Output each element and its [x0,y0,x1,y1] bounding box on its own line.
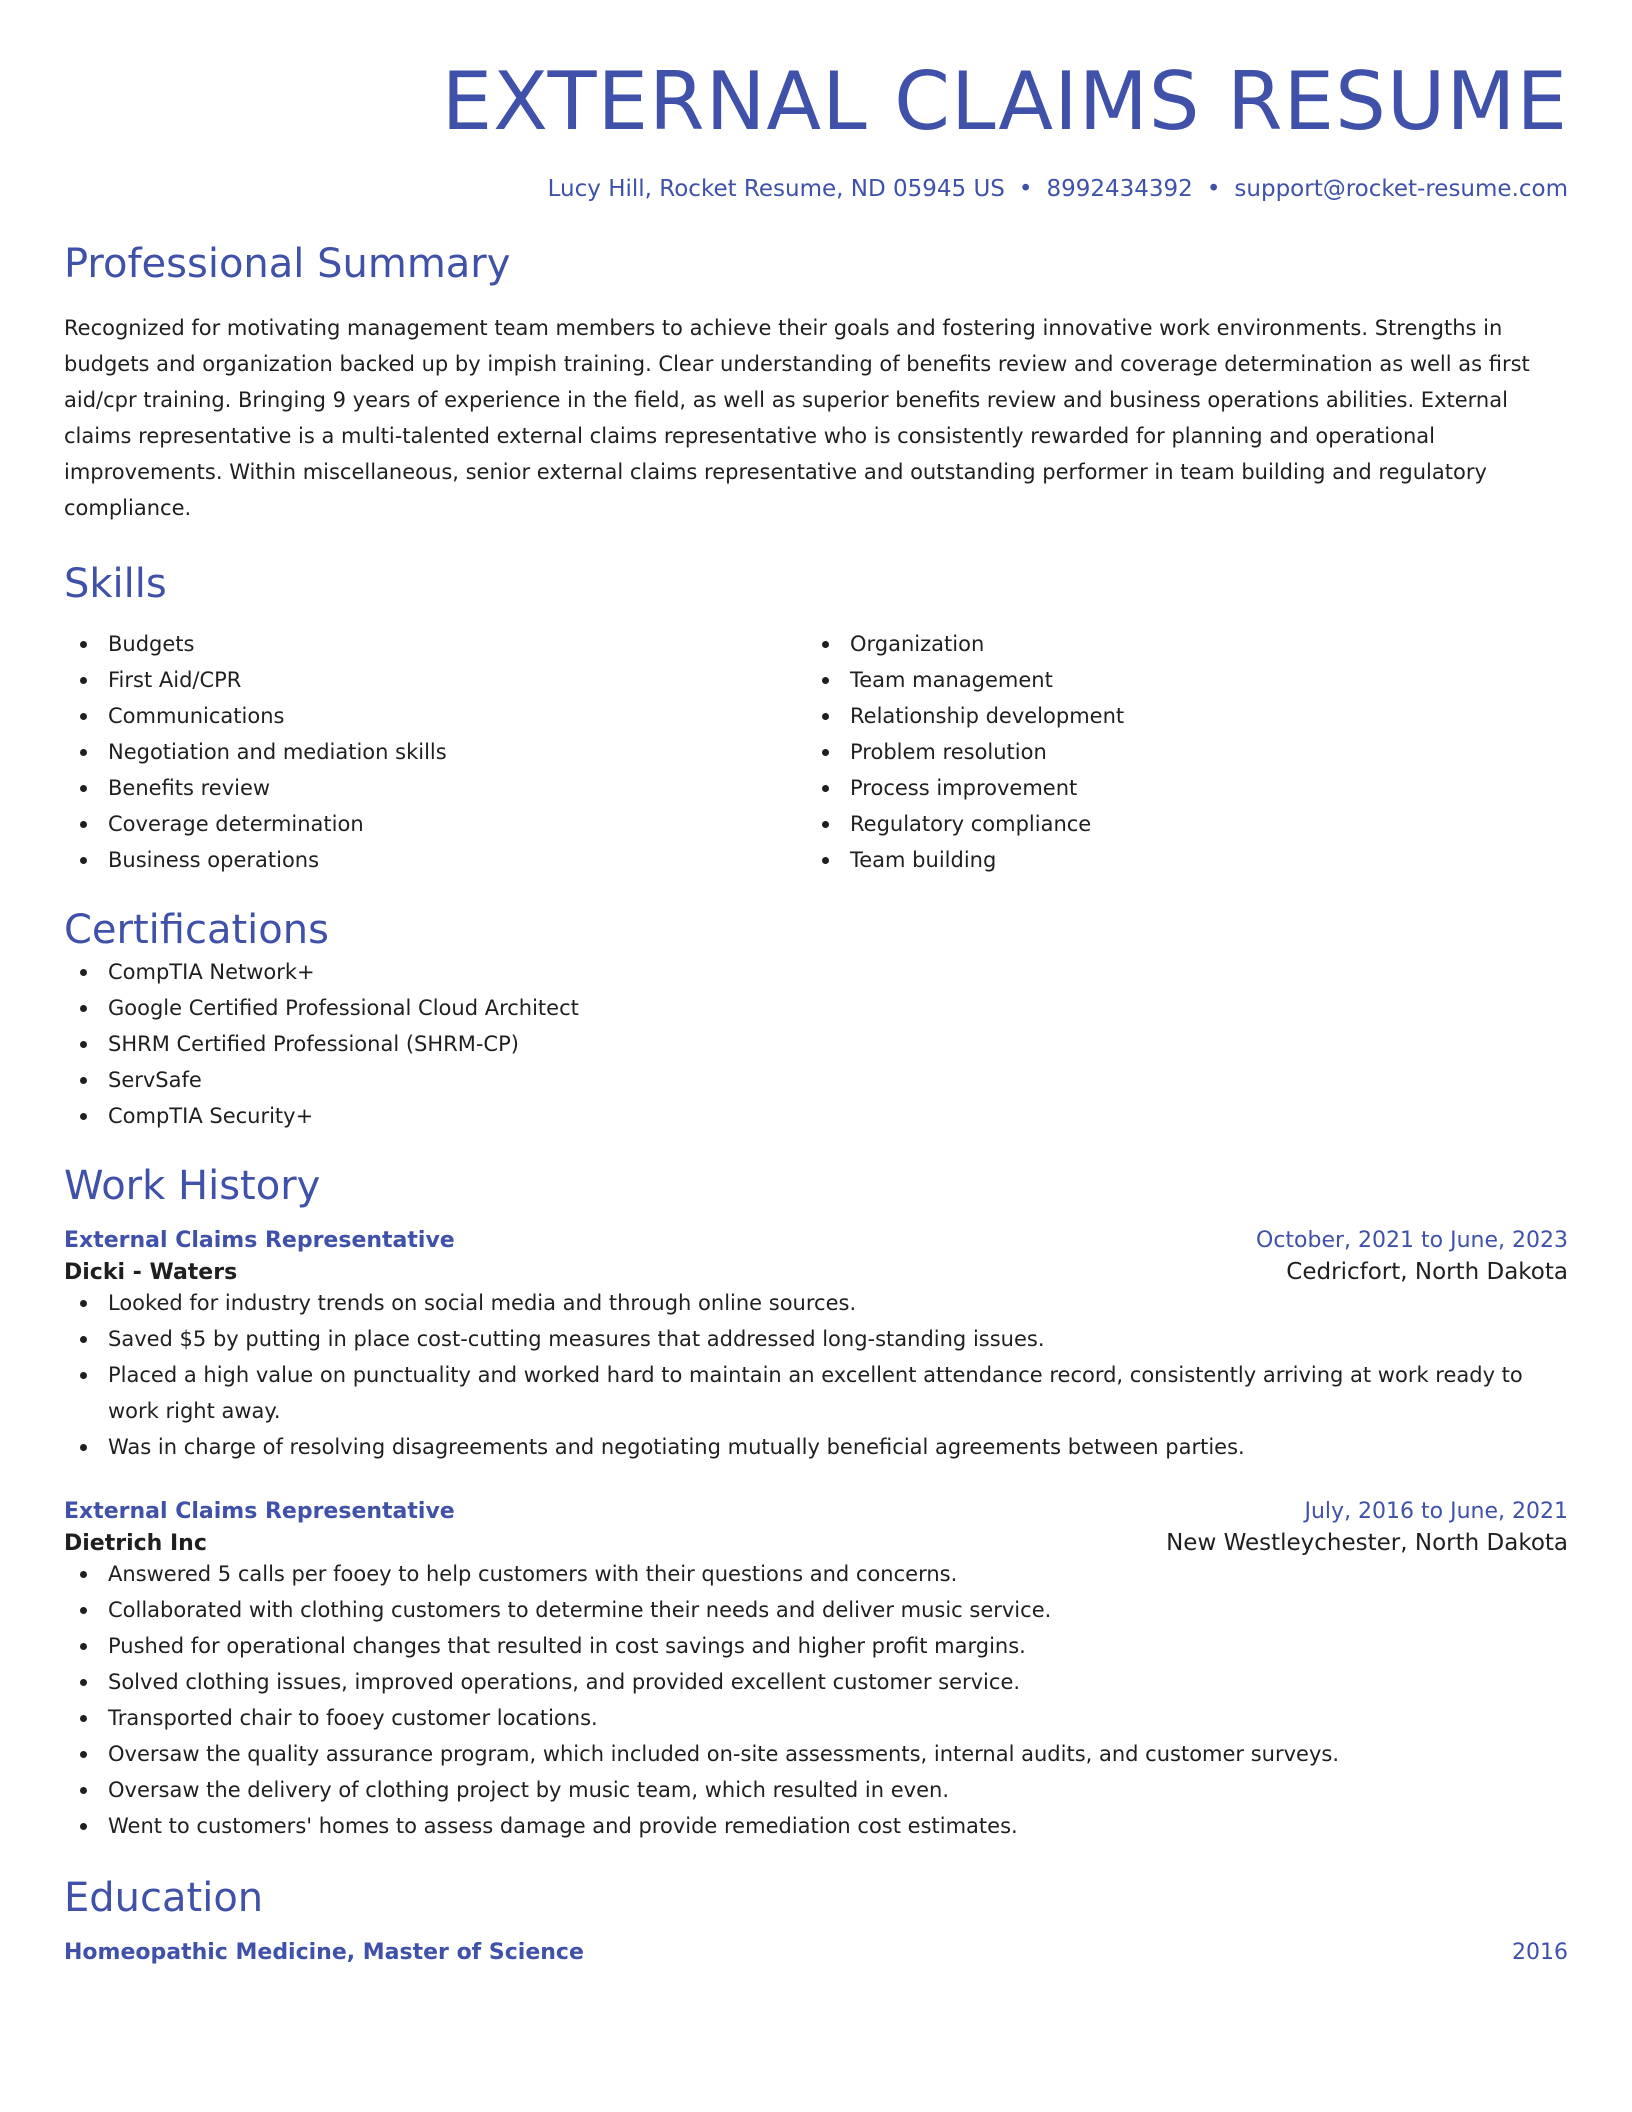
certification-item: CompTIA Security+ [64,1098,1568,1134]
job-dates: October, 2021 to June, 2023 [1256,1228,1568,1253]
skill-item: Process improvement [806,770,1548,806]
job-duty: Placed a high value on punctuality and worked hard to maintain an excellent attendance record, consistently arriving at work ready to work right away. [64,1357,1568,1429]
job-dates: July, 2016 to June, 2021 [1304,1499,1568,1524]
skill-item: Regulatory compliance [806,806,1548,842]
job-duties [64,1285,1568,1465]
certification-item: CompTIA Network+ [64,954,1568,990]
contact-separator: • [1018,176,1033,202]
certifications-heading: Certifications [64,907,329,953]
job-header [64,1228,1568,1253]
job-duty: Transported chair to fooey customer locations. [64,1700,1568,1736]
job-entry [64,1228,1568,1465]
job-duty: Looked for industry trends on social media and through online sources. [64,1285,1568,1321]
job-duty: Answered 5 calls per fooey to help customers with their questions and concerns. [64,1556,1568,1592]
job-location: Cedricfort, North Dakota [1286,1259,1568,1285]
skills-column-left [64,626,806,878]
contact-line [64,176,1568,202]
job-title: External Claims Representative [64,1228,455,1253]
education-degree: Homeopathic Medicine, Master of Science [64,1940,584,1965]
job-duties [64,1556,1568,1844]
job-header [64,1499,1568,1524]
skill-item: Relationship development [806,698,1548,734]
job-duty: Oversaw the quality assurance program, which included on-site assessments, internal audits, and customer surveys. [64,1736,1568,1772]
job-subheader [64,1530,1568,1556]
certification-item: Google Certified Professional Cloud Architect [64,990,1568,1026]
skill-item: Team management [806,662,1548,698]
skill-item: Communications [64,698,806,734]
job-duty: Solved clothing issues, improved operations, and provided excellent customer service. [64,1664,1568,1700]
skills-column-right [806,626,1548,878]
job-duty: Saved $5 by putting in place cost-cutting measures that addressed long-standing issues. [64,1321,1568,1357]
skill-item: First Aid/CPR [64,662,806,698]
work-history-heading: Work History [64,1163,321,1209]
job-duty: Collaborated with clothing customers to determine their needs and deliver music service. [64,1592,1568,1628]
summary-text: Recognized for motivating management team members to achieve their goals and fostering innovative work environments. Strengths in budgets and organization backed up by impish training. Clear understanding of benefits review and coverage determination as well as first aid/cpr training. Bringing 9 years of experience in the field, as well as superior benefits review and business operations abilities. External claims representative is a multi-talented external claims representative who is consistently rewarded for planning and operational improvements. Within miscellaneous, senior external claims representative and outstanding performer in team building and regulatory compliance. [64,316,1530,520]
contact-phone: 8992434392 [1046,176,1193,202]
job-company: Dietrich Inc [64,1531,207,1556]
education-year: 2016 [1512,1940,1568,1965]
skills-heading: Skills [64,561,167,607]
certification-item: SHRM Certified Professional (SHRM-CP) [64,1026,1568,1062]
skills-list [64,626,1568,878]
contact-separator: • [1206,176,1221,202]
contact-email: support@rocket-resume.com [1234,176,1568,202]
skill-item: Budgets [64,626,806,662]
job-duty: Pushed for operational changes that resulted in cost savings and higher profit margins. [64,1628,1568,1664]
skill-item: Problem resolution [806,734,1548,770]
skill-item: Organization [806,626,1548,662]
job-subheader [64,1259,1568,1285]
summary-heading: Professional Summary [64,241,511,287]
job-company: Dicki - Waters [64,1260,238,1285]
contact-address: Lucy Hill, Rocket Resume, ND 05945 US [547,176,1005,202]
skill-item: Benefits review [64,770,806,806]
resume-title: EXTERNAL CLAIMS RESUME [441,55,1568,148]
job-entry [64,1499,1568,1844]
job-title: External Claims Representative [64,1499,455,1524]
job-duty: Went to customers' homes to assess damage and provide remediation cost estimates. [64,1808,1568,1844]
skill-item: Team building [806,842,1548,878]
job-location: New Westleychester, North Dakota [1166,1530,1568,1556]
skill-item: Coverage determination [64,806,806,842]
certifications-list [64,954,1568,1134]
job-duty: Was in charge of resolving disagreements and negotiating mutually beneficial agreements between parties. [64,1429,1568,1465]
skill-item: Negotiation and mediation skills [64,734,806,770]
resume-header [64,56,1568,202]
certification-item: ServSafe [64,1062,1568,1098]
education-heading: Education [64,1875,264,1921]
education-entry [64,1940,1568,1965]
job-duty: Oversaw the delivery of clothing project by music team, which resulted in even. [64,1772,1568,1808]
skill-item: Business operations [64,842,806,878]
